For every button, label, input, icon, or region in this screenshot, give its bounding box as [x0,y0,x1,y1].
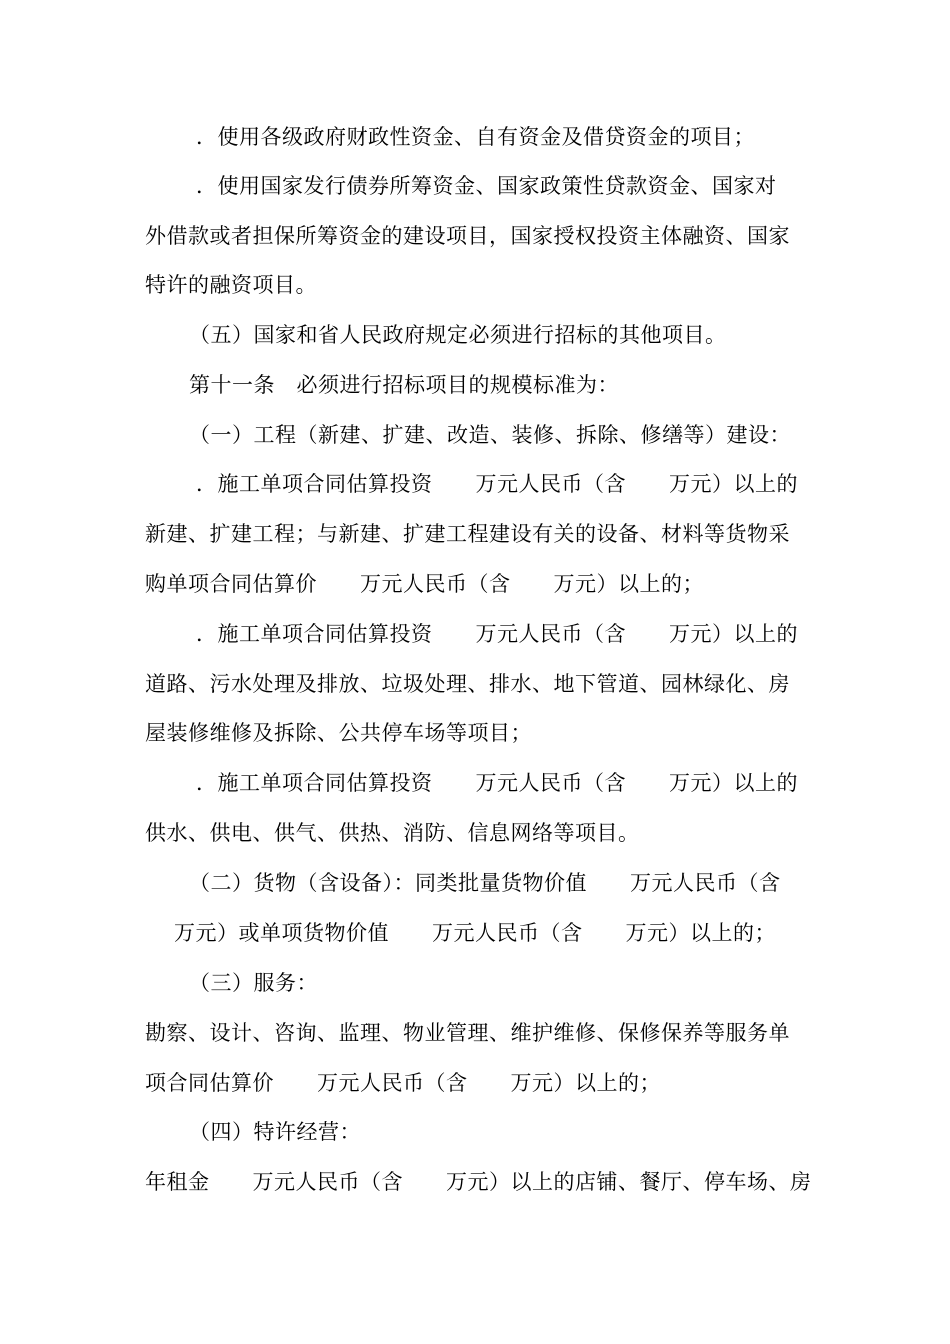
text-line: 项合同估算价 万元人民币（含 万元）以上的； [145,1071,661,1095]
text-line: 屋装修维修及拆除、公共停车场等项目； [145,721,532,745]
text-line: 外借款或者担保所筹资金的建设项目，国家授权投资主体融资、国家 [145,224,790,248]
text-line: ．施工单项合同估算投资 万元人民币（含 万元）以上的 [196,771,798,795]
text-line: ．使用各级政府财政性资金、自有资金及借贷资金的项目； [196,125,755,149]
text-line: 勘察、设计、咨询、监理、物业管理、维护维修、保修保养等服务单 [145,1021,790,1045]
text-line: 新建、扩建工程；与新建、扩建工程建设有关的设备、材料等货物采 [145,522,790,546]
text-line: 供水、供电、供气、供热、消防、信息网络等项目。 [145,821,640,845]
text-line: （三）服务： [189,971,318,995]
text-line: 道路、污水处理及排放、垃圾处理、排水、地下管道、园林绿化、房 [145,672,790,696]
text-line: ．施工单项合同估算投资 万元人民币（含 万元）以上的 [196,622,798,646]
text-line: 购单项合同估算价 万元人民币（含 万元）以上的； [145,572,704,596]
article-heading: 第十一条 必须进行招标项目的规模标准为： [189,373,619,397]
text-line: （一）工程（新建、扩建、改造、装修、拆除、修缮等）建设： [189,423,791,447]
text-line: （二）货物（含设备）：同类批量货物价值 万元人民币（含 [189,871,781,895]
text-line: 特许的融资项目。 [145,273,317,297]
text-line: （四）特许经营： [189,1120,361,1144]
text-line: 万元）或单项货物价值 万元人民币（含 万元）以上的； [174,921,776,945]
text-line: ．施工单项合同估算投资 万元人民币（含 万元）以上的 [196,472,798,496]
text-line: ．使用国家发行债券所筹资金、国家政策性贷款资金、国家对 [196,174,777,198]
text-line: 年租金 万元人民币（含 万元）以上的店铺、餐厅、停车场、房 [145,1170,812,1194]
text-line: （五）国家和省人民政府规定必须进行招标的其他项目。 [189,323,727,347]
